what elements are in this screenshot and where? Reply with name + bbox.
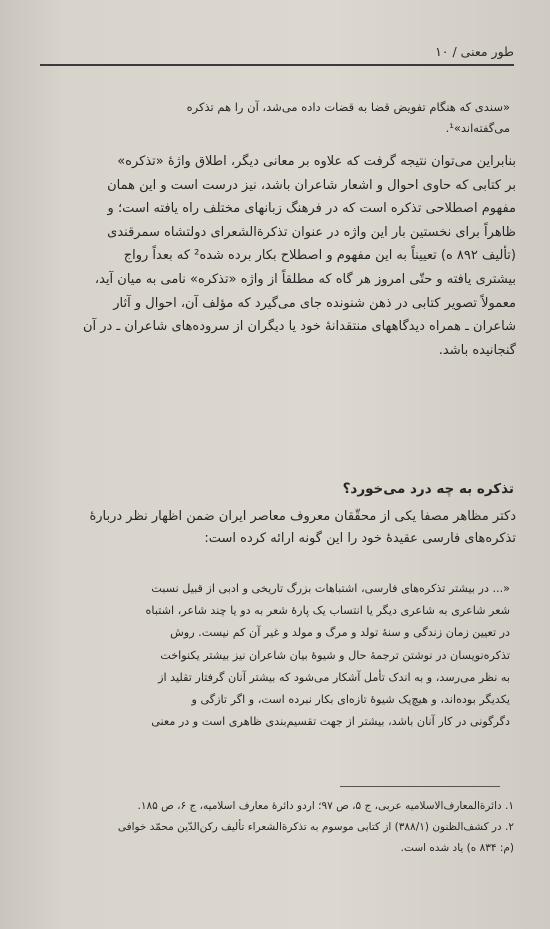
paragraph1-line: بیشتری یافته و حتّی امروز هر گاه که مطلقاً از واژه «تذکره» نامی به میان آید،: [94, 271, 516, 287]
footnote-line: ۱. دائرةالمعارف‌الاسلامیه عربی، ج ۵، ص ۹۷؛ اردو دائرهٔ معارف اسلامیه، ج ۶، ص ۱۸۵.: [137, 800, 514, 812]
paragraph1-line: شاعران ـ همراه دیدگاههای منتقدانهٔ خود یا دیگران از سروده‌های شاعران ـ در آن: [82, 319, 516, 335]
quote2-line: در تعیین زمان زندگی و سنهٔ تولد و مرگ و مولد و غیر آن کم نیست. روش: [170, 626, 510, 640]
quote1-line: می‌گفته‌اند»¹.: [445, 121, 510, 135]
footnote-rule: [340, 786, 500, 787]
paragraph1-line: ظاهراً برای نخستین بار این واژه در عنوان تذکرةالشعرای دولتشاه سمرقندی: [107, 224, 516, 240]
paragraph1-line: بنابراین می‌توان نتیجه گرفت که علاوه بر معانی دیگر، اطلاق واژهٔ «تذکره»: [117, 154, 516, 169]
paragraph1-line: بر کتابی که حاوی احوال و اشعار شاعران باشد، نیز درست است و این همان: [107, 177, 516, 193]
section-heading: تذکره به چه درد می‌خورد؟: [342, 481, 514, 497]
paragraph2-line: دکتر مظاهر مصفا یکی از محقّقان معروف معاصر ایران ضمن اظهار نظر دربارهٔ: [89, 509, 516, 524]
quote2-line: تذکره‌نویسان در نوشتن ترجمهٔ حال و شیوهٔ بیان شاعران نیز بیشتر یکنواخت: [160, 648, 510, 662]
body-paragraph-1: [38, 150, 516, 362]
body-paragraph-2: [38, 506, 516, 550]
running-header: طور معنی / ۱۰: [435, 44, 514, 59]
block-quote: [40, 578, 510, 733]
quote1-line: «سندی که هنگام تفویض قضا به قضات داده می‌شد، آن را هم تذکره: [186, 100, 510, 114]
footnote-line: (م: ۸۳۴ ه) یاد شده است.: [400, 842, 514, 854]
quote2-line: دگرگونی در کار آنان باشد، بیشتر از جهت تقسیم‌بندی ظاهری است و در معنی: [151, 715, 510, 729]
paragraph1-line: (تألیف ۸۹۲ ه) تعییناً به این مفهوم و اصطلاح بکار برده شده² که بعداً رواج: [123, 248, 516, 264]
quote2-line: شعر شاعری به شاعری دیگر یا انتساب یک پارهٔ شعر به دو یا چند شاعر، اشتباه: [145, 604, 510, 618]
footnote-line: ۲. در کشف‌الظنون (۳۸۸/۱) از کتابی موسوم به تذکرةالشعراء تألیف رکن‌الدّین محمّد خوافی: [117, 821, 514, 833]
quote2-line: به نظر می‌رسد، و به اندک تأمل آشکار می‌شود که بیشتر آنان گرفتار تقلید از: [158, 670, 510, 684]
paragraph1-line: گنجانیده باشد.: [438, 342, 516, 358]
header-rule: [40, 64, 514, 66]
quote2-line: یکدیگر بوده‌اند، و هیچ‌یک شیوهٔ تازه‌ای بکار نبرده است، و اگر تازگی و: [191, 693, 510, 707]
quote2-line: «... در بیشتر تذکره‌های فارسی، اشتباهات بزرگ تاریخی و ادبی از قبیل نسبت: [151, 582, 510, 595]
footnotes: [38, 796, 514, 859]
paragraph1-line: معمولاً تصویر کتابی در ذهن شنونده جای می‌گیرد که مؤلف آن، احوال و آثار: [113, 295, 516, 311]
paragraph2-line: تذکره‌های فارسی عقیدهٔ خود را این گونه ارائه کرده است:: [204, 531, 516, 546]
opening-quote: [80, 97, 510, 139]
paragraph1-line: مفهوم اصطلاحی تذکره است که در فرهنگ زبانهای مختلف راه یافته است؛ و: [107, 201, 516, 217]
